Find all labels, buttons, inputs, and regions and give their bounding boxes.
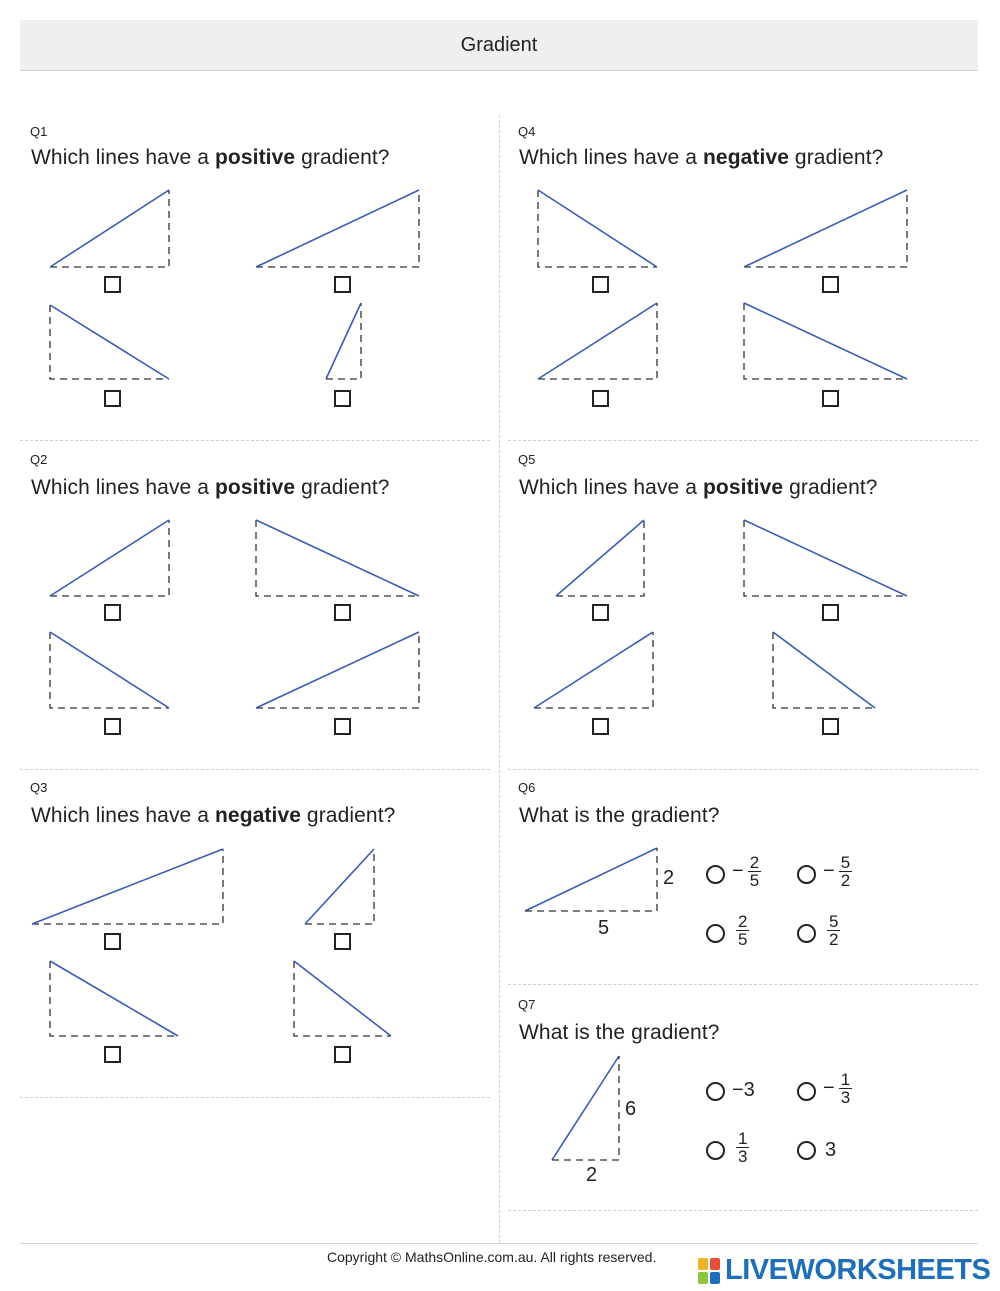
question-text-pre: Which lines have a	[519, 146, 703, 169]
fraction	[748, 854, 761, 889]
question-text-post: gradient?	[789, 146, 884, 169]
gradient-line	[525, 848, 657, 911]
answer-option	[734, 913, 749, 948]
question-number: Q4	[518, 124, 536, 139]
answer-radio[interactable]	[706, 1082, 725, 1101]
answer-checkbox[interactable]	[334, 390, 351, 407]
answer-checkbox[interactable]	[822, 604, 839, 621]
answer-checkbox[interactable]	[104, 718, 121, 735]
answer-checkbox[interactable]	[104, 276, 121, 293]
gradient-line	[50, 305, 169, 379]
gradient-line	[773, 632, 875, 708]
answer-checkbox[interactable]	[104, 933, 121, 950]
answer-option	[823, 854, 852, 889]
gradient-line	[744, 303, 907, 379]
fraction	[736, 913, 749, 948]
rise-label: 6	[625, 1098, 637, 1120]
gradient-line	[256, 632, 419, 708]
question-keyword: positive	[215, 146, 296, 169]
fraction	[839, 1071, 852, 1106]
question-text: What is the gradient?	[519, 1021, 720, 1044]
fraction-numerator: 2	[749, 853, 760, 872]
fraction-denominator: 3	[738, 1147, 748, 1166]
option-value: −3	[732, 1079, 755, 1101]
answer-option	[823, 1071, 852, 1106]
answer-option	[732, 1079, 755, 1102]
gradient-line	[256, 520, 419, 596]
answer-checkbox[interactable]	[334, 718, 351, 735]
answer-checkbox[interactable]	[822, 276, 839, 293]
answer-radio[interactable]	[706, 924, 725, 943]
answer-checkbox[interactable]	[334, 933, 351, 950]
answer-checkbox[interactable]	[592, 390, 609, 407]
question-text-post: gradient?	[295, 146, 390, 169]
gradient-line	[538, 303, 657, 379]
answer-checkbox[interactable]	[104, 390, 121, 407]
fraction	[827, 913, 840, 948]
fraction	[839, 854, 852, 889]
fraction-numerator: 1	[738, 1129, 748, 1148]
question-text-pre: Which lines have a	[31, 804, 215, 827]
answer-checkbox[interactable]	[822, 390, 839, 407]
gradient-line	[744, 520, 907, 596]
answer-checkbox[interactable]	[334, 1046, 351, 1063]
option-sign: −	[823, 1077, 835, 1099]
run-label: 2	[586, 1164, 598, 1186]
fraction	[736, 1130, 749, 1165]
gradient-line	[538, 190, 657, 267]
question-number: Q1	[30, 124, 48, 139]
fraction-numerator: 1	[840, 1070, 851, 1089]
question-text-pre: Which lines have a	[519, 476, 703, 499]
rise-label: 2	[663, 867, 675, 889]
answer-checkbox[interactable]	[104, 604, 121, 621]
question-text-pre: Which lines have a	[31, 476, 215, 499]
gradient-line	[50, 632, 169, 708]
answer-option	[734, 1130, 749, 1165]
option-value: 3	[825, 1139, 837, 1161]
answer-checkbox[interactable]	[334, 604, 351, 621]
gradient-line	[50, 520, 169, 596]
page-title: Gradient	[460, 33, 538, 56]
run-label: 5	[598, 917, 610, 939]
fraction-denominator: 5	[738, 930, 748, 949]
answer-checkbox[interactable]	[592, 718, 609, 735]
brand-icon	[697, 1257, 721, 1285]
answer-checkbox[interactable]	[104, 1046, 121, 1063]
answer-option	[825, 1139, 836, 1162]
question-keyword: negative	[703, 146, 789, 169]
fraction-denominator: 2	[840, 871, 851, 890]
question-text-post: gradient?	[783, 476, 878, 499]
answer-checkbox[interactable]	[334, 276, 351, 293]
question-number: Q3	[30, 780, 48, 795]
answer-checkbox[interactable]	[592, 604, 609, 621]
brand-name: LIVEWORKSHEETS	[725, 1254, 991, 1286]
fraction-numerator: 2	[738, 912, 748, 931]
fraction-denominator: 5	[749, 871, 760, 890]
answer-option	[825, 913, 840, 948]
answer-checkbox[interactable]	[822, 718, 839, 735]
fraction-numerator: 5	[829, 912, 839, 931]
option-sign: −	[823, 860, 835, 882]
answer-radio[interactable]	[706, 865, 725, 884]
fraction-denominator: 3	[840, 1088, 851, 1107]
question-keyword: positive	[215, 476, 296, 499]
answer-radio[interactable]	[706, 1141, 725, 1160]
question-keyword: positive	[703, 476, 784, 499]
gradient-line	[32, 849, 223, 924]
gradient-line	[50, 961, 178, 1036]
option-sign: −	[732, 860, 744, 882]
gradient-line	[534, 632, 653, 708]
question-keyword: negative	[215, 804, 301, 827]
fraction-numerator: 5	[840, 853, 851, 872]
question-text: What is the gradient?	[519, 804, 720, 827]
gradient-line	[305, 849, 374, 924]
answer-radio[interactable]	[797, 865, 816, 884]
question-number: Q2	[30, 452, 48, 467]
answer-radio[interactable]	[797, 924, 816, 943]
gradient-line	[556, 520, 644, 596]
gradient-line	[50, 190, 169, 267]
question-number: Q5	[518, 452, 536, 467]
answer-checkbox[interactable]	[592, 276, 609, 293]
fraction-denominator: 2	[829, 930, 839, 949]
gradient-line	[256, 190, 419, 267]
answer-radio[interactable]	[797, 1141, 816, 1160]
gradient-line	[326, 303, 361, 379]
gradient-line	[294, 961, 391, 1036]
footer-divider	[20, 1243, 978, 1244]
question-number: Q6	[518, 780, 536, 795]
gradient-line	[552, 1056, 619, 1160]
question-text-pre: Which lines have a	[31, 146, 215, 169]
answer-option	[732, 854, 761, 889]
question-text-post: gradient?	[301, 804, 396, 827]
question-text-post: gradient?	[295, 476, 390, 499]
brand-logo[interactable]	[697, 1254, 990, 1287]
answer-radio[interactable]	[797, 1082, 816, 1101]
copyright-text: Copyright © MathsOnline.com.au. All rights reserved.	[327, 1249, 657, 1265]
question-number: Q7	[518, 997, 536, 1012]
gradient-line	[744, 190, 907, 267]
